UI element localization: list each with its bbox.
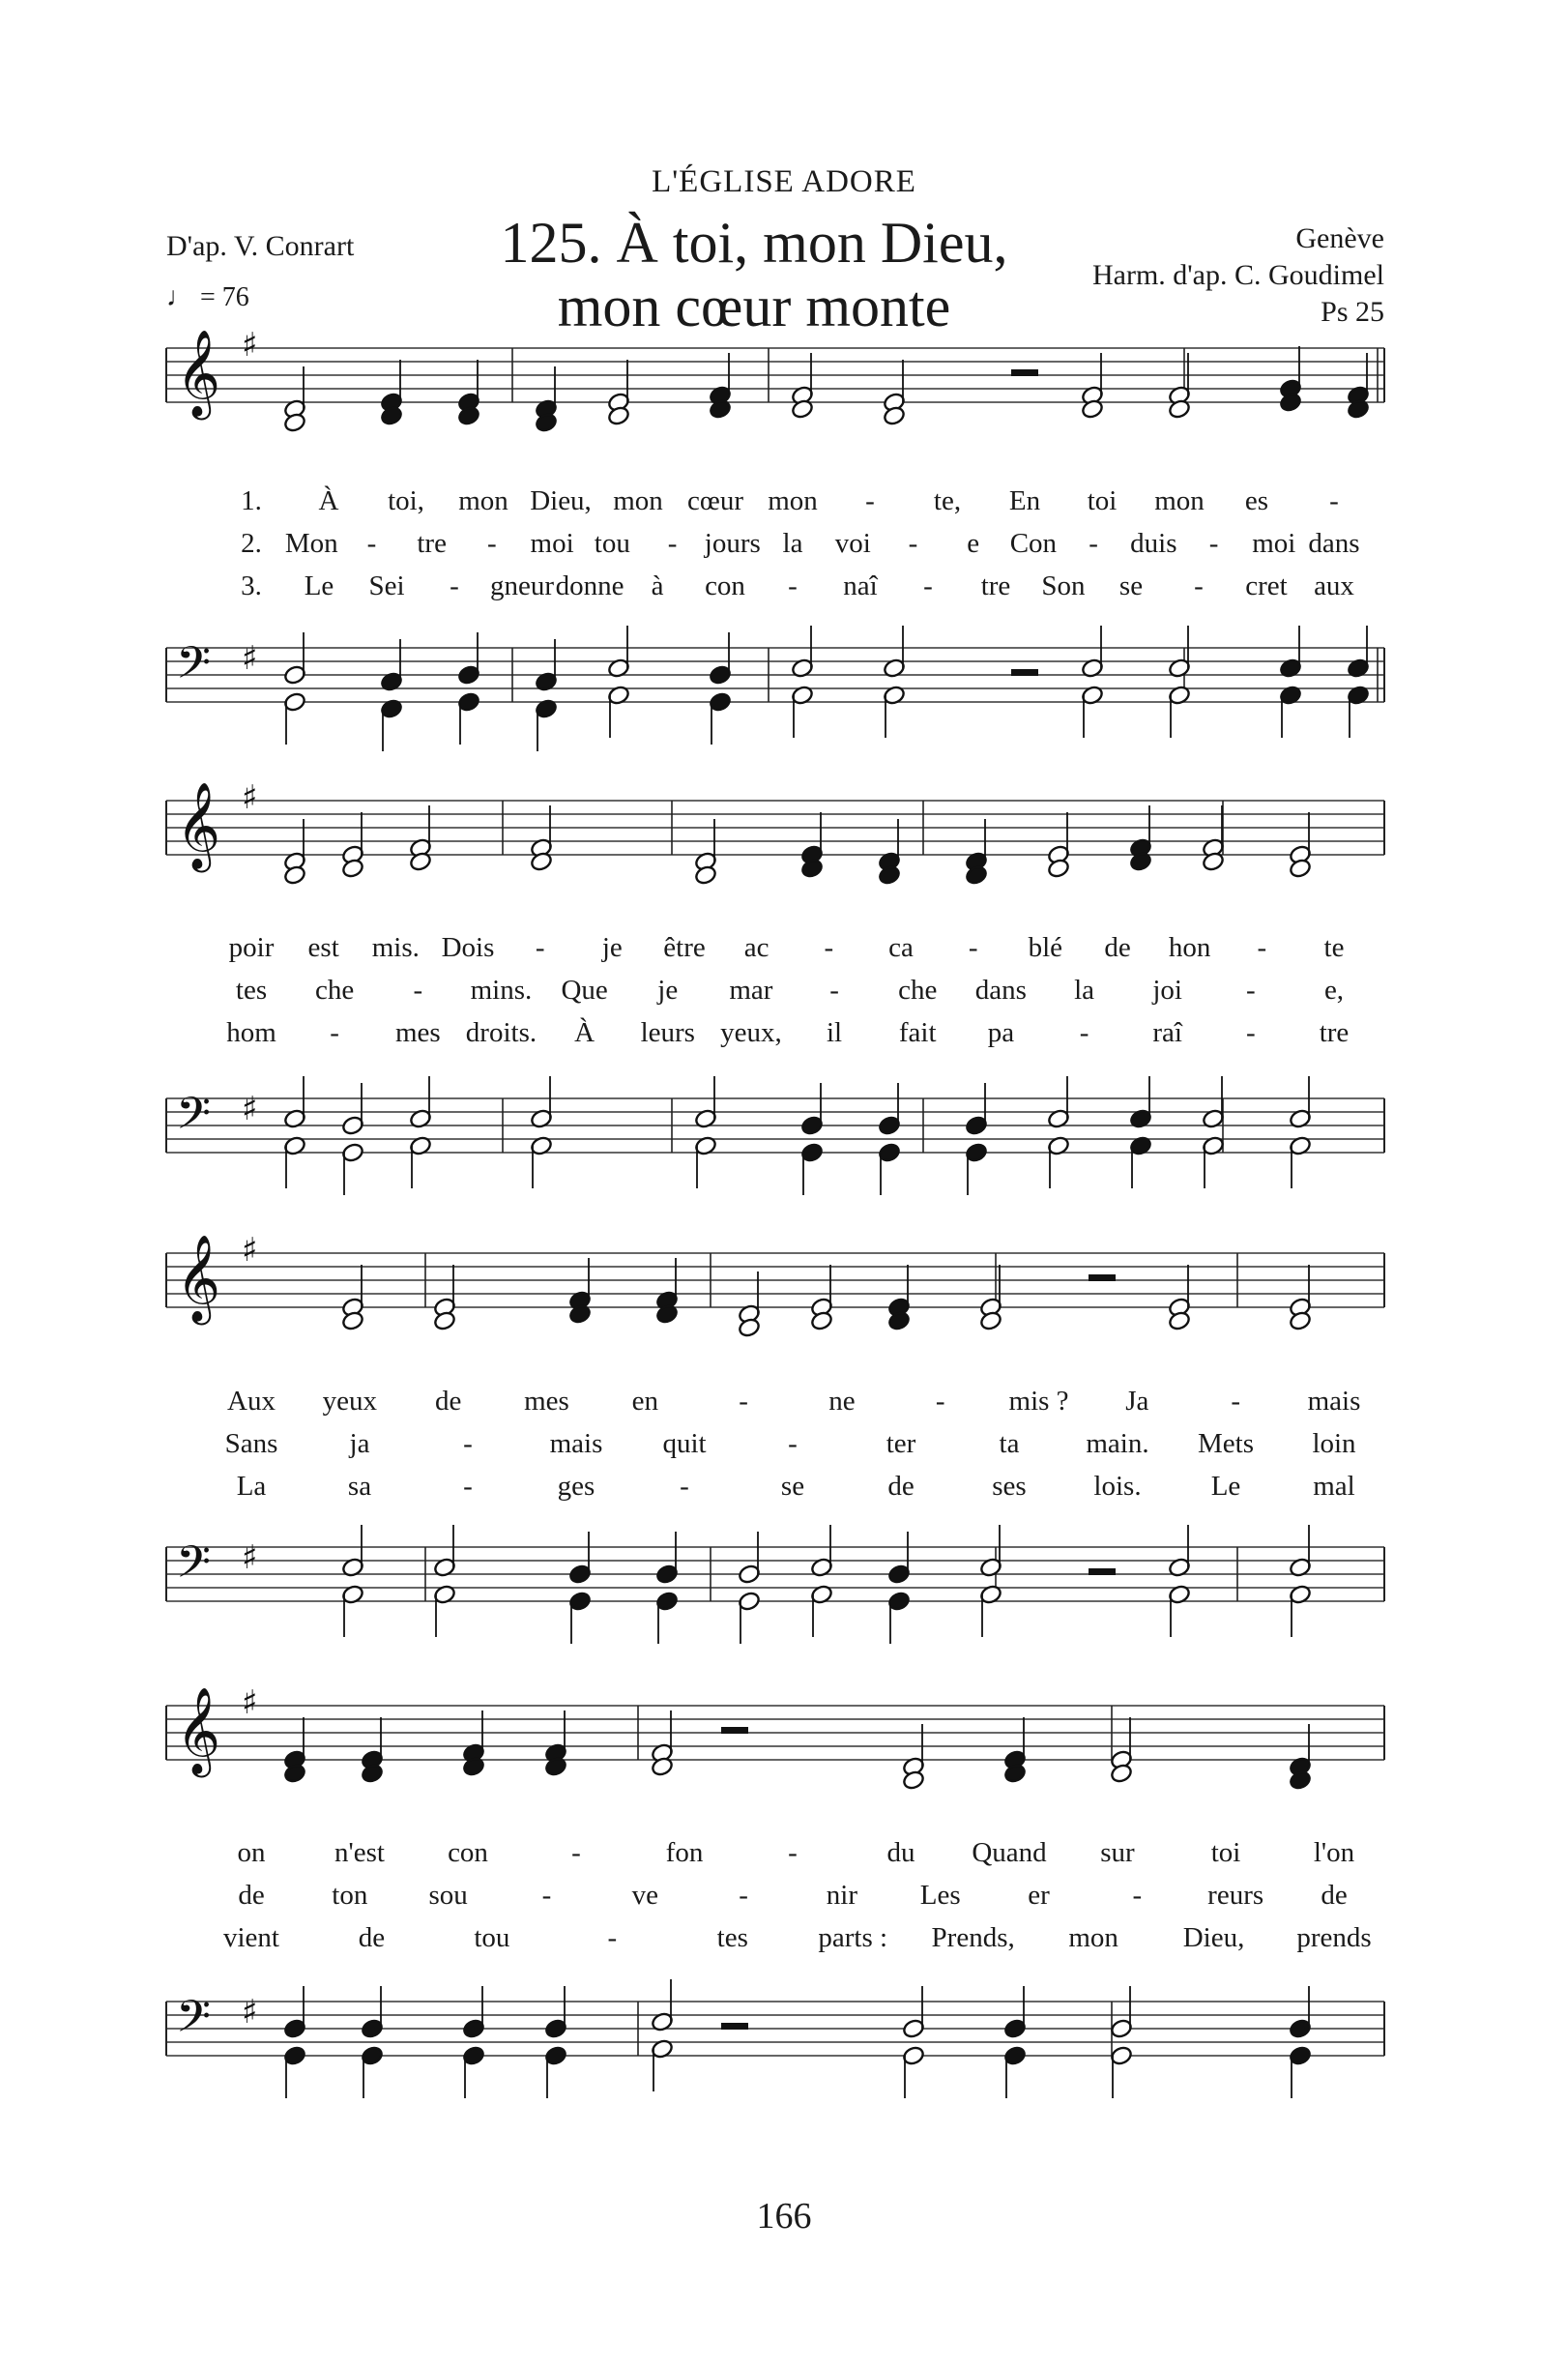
lyric-syllable: raî <box>1152 1017 1182 1048</box>
lyric-syllable: cret <box>1245 570 1288 601</box>
lyric-syllable: se <box>1118 570 1144 601</box>
lyric-syllable: moi <box>530 528 574 559</box>
lyric-syllable: vient <box>223 1922 279 1953</box>
lyric-syllable: dans <box>1308 528 1360 559</box>
lyric-syllable: Mon <box>284 528 338 559</box>
lyric-syllable: mon <box>1154 485 1205 516</box>
lyric-syllable: cœur <box>687 485 743 516</box>
lyric-syllable: tre <box>1319 1017 1350 1048</box>
syllable-hyphen: - <box>824 932 834 963</box>
lyric-syllable: n'est <box>334 1837 385 1868</box>
lyric-syllable: il <box>827 1017 843 1048</box>
lyric-syllable: mes <box>524 1386 569 1417</box>
lyric-syllable: duis <box>1130 528 1177 559</box>
lyric-syllable: l'on <box>1313 1837 1355 1868</box>
treble-rest <box>1011 369 1038 376</box>
lyric-syllable: Aux <box>227 1386 276 1417</box>
lyric-syllable: Les <box>919 1880 961 1911</box>
hymn-title-line-1: 125. À toi, mon Dieu, <box>500 211 1008 275</box>
syllable-hyphen: - <box>788 570 798 601</box>
lyric-syllable: poir <box>228 932 275 963</box>
lyric-syllable: main. <box>1086 1428 1149 1459</box>
bass-rest <box>721 2023 748 2030</box>
syllable-hyphen: - <box>1194 570 1204 601</box>
lyric-syllable: À <box>318 485 339 516</box>
lyric-syllable: donne <box>555 570 624 601</box>
lyric-syllable: sa <box>347 1471 372 1502</box>
lyric-syllable: Le <box>304 570 334 601</box>
section-heading: L'ÉGLISE ADORE <box>652 164 916 199</box>
syllable-hyphen: - <box>1208 528 1219 559</box>
syllable-hyphen: - <box>739 1386 748 1417</box>
lyric-syllable: hon <box>1168 932 1211 963</box>
lyric-syllable: mais <box>549 1428 603 1459</box>
lyric-syllable: de <box>434 1386 462 1417</box>
syllable-hyphen: - <box>450 570 459 601</box>
lyric-syllable: naî <box>843 570 878 601</box>
lyric-syllable: ges <box>557 1471 595 1502</box>
lyric-syllable: Dois <box>441 932 495 963</box>
treble-clef-icon: 𝄞 <box>176 1235 221 1322</box>
lyric-syllable: mon <box>458 485 508 516</box>
syllable-hyphen: - <box>366 528 377 559</box>
lyric-syllable: mal <box>1313 1471 1355 1502</box>
lyric-syllable: Le <box>1210 1471 1241 1502</box>
lyric-syllable: être <box>663 932 706 963</box>
key-signature-sharp: ♯ <box>242 1090 258 1128</box>
key-signature-sharp: ♯ <box>242 639 258 678</box>
lyric-syllable: tes <box>235 975 268 1006</box>
syllable-hyphen: - <box>1231 1386 1241 1417</box>
lyric-syllable: ja <box>349 1428 370 1459</box>
lyric-syllable: leurs <box>640 1017 695 1048</box>
lyric-syllable: sur <box>1100 1837 1135 1868</box>
lyric-syllable: Dieu, <box>1182 1922 1245 1953</box>
lyric-syllable: mon <box>1068 1922 1118 1953</box>
treble-rest <box>721 1727 748 1734</box>
lyric-syllable: lois. <box>1093 1471 1142 1502</box>
lyric-syllable: Son <box>1041 570 1086 601</box>
treble-clef-icon: 𝄞 <box>176 1687 221 1774</box>
key-signature-sharp: ♯ <box>242 1993 258 2032</box>
lyric-syllable: blé <box>1028 932 1063 963</box>
syllable-hyphen: - <box>463 1471 473 1502</box>
lyric-syllable: con <box>448 1837 488 1868</box>
lyric-syllable: je <box>601 932 623 963</box>
lyric-syllable: de <box>238 1880 265 1911</box>
lyric-syllable: dans <box>974 975 1027 1006</box>
key-signature-sharp: ♯ <box>242 1683 258 1722</box>
page-number: 166 <box>756 2196 812 2236</box>
syllable-hyphen: - <box>788 1428 798 1459</box>
treble-clef-icon: 𝄞 <box>176 782 221 869</box>
lyric-syllable: En <box>1008 485 1041 516</box>
syllable-hyphen: - <box>1246 975 1256 1006</box>
lyric-syllable: sou <box>428 1880 468 1911</box>
bass-clef-icon: 𝄢 <box>176 637 212 700</box>
syllable-hyphen: - <box>571 1837 581 1868</box>
lyric-syllable: ve <box>631 1880 658 1911</box>
treble-clef-icon: 𝄞 <box>176 330 221 417</box>
syllable-hyphen: - <box>829 975 839 1006</box>
lyric-syllable: Con <box>1009 528 1058 559</box>
lyric-syllable: Mets <box>1198 1428 1254 1459</box>
lyric-syllable: fon <box>665 1837 704 1868</box>
bass-clef-icon: 𝄢 <box>176 1088 212 1151</box>
lyric-syllable: te, <box>933 485 962 516</box>
lyric-syllable: Que <box>561 975 608 1006</box>
lyric-syllable: Quand <box>972 1837 1047 1868</box>
lyric-syllable: à <box>651 570 664 601</box>
harmony-credit: Harm. d'ap. C. Goudimel <box>1091 259 1384 291</box>
key-signature-sharp: ♯ <box>242 778 258 817</box>
syllable-hyphen: - <box>607 1922 618 1953</box>
lyric-syllable: yeux <box>322 1386 377 1417</box>
syllable-hyphen: - <box>463 1428 473 1459</box>
lyric-syllable: Prends, <box>931 1922 1015 1953</box>
syllable-hyphen: - <box>739 1880 748 1911</box>
lyric-syllable: quit <box>662 1428 707 1459</box>
lyric-syllable: mon <box>613 485 663 516</box>
lyric-syllable: ta <box>999 1428 1020 1459</box>
syllable-hyphen: - <box>968 932 978 963</box>
syllable-hyphen: - <box>413 975 423 1006</box>
lyric-syllable: en <box>631 1386 658 1417</box>
syllable-hyphen: - <box>865 485 875 516</box>
lyric-syllable: yeux, <box>720 1017 782 1048</box>
syllable-hyphen: - <box>487 528 497 559</box>
lyric-syllable: hom <box>226 1017 276 1048</box>
lyric-syllable: tre <box>417 528 447 559</box>
lyric-syllable: Dieu, <box>530 485 592 516</box>
syllable-hyphen: - <box>1246 1017 1256 1048</box>
lyric-syllable: mis. <box>371 932 420 963</box>
lyric-syllable: À <box>574 1017 595 1048</box>
lyric-syllable: jours <box>704 528 761 559</box>
lyric-syllable: de <box>358 1922 386 1953</box>
lyric-syllable: joi <box>1152 975 1182 1006</box>
lyric-syllable: che <box>898 975 938 1006</box>
bass-rest <box>1011 669 1038 676</box>
lyric-syllable: gneur <box>489 570 555 601</box>
syllable-hyphen: - <box>680 1471 689 1502</box>
lyric-syllable: 1. <box>241 485 262 516</box>
lyric-syllable: mes <box>394 1017 441 1048</box>
bass-clef-icon: 𝄢 <box>176 1536 212 1599</box>
lyric-syllable: nir <box>826 1880 858 1911</box>
lyric-syllable: ca <box>888 932 914 963</box>
lyric-syllable: mar <box>729 975 773 1006</box>
lyric-syllable: tou <box>594 528 630 559</box>
lyric-syllable: pa <box>987 1017 1015 1048</box>
lyric-syllable: de <box>1104 932 1131 963</box>
lyric-syllable: e, <box>1323 975 1345 1006</box>
lyric-syllable: ton <box>332 1880 368 1911</box>
lyric-syllable: aux <box>1314 570 1354 601</box>
syllable-hyphen: - <box>330 1017 339 1048</box>
syllable-hyphen: - <box>935 1386 945 1417</box>
lyric-syllable: voi <box>834 528 871 559</box>
syllable-hyphen: - <box>541 1880 552 1911</box>
lyric-syllable: Sans <box>224 1428 278 1459</box>
lyric-syllable: te <box>1323 932 1345 963</box>
lyric-syllable: la <box>782 528 803 559</box>
lyric-syllable: con <box>705 570 745 601</box>
lyric-syllable: mon <box>768 485 818 516</box>
syllable-hyphen: - <box>908 528 918 559</box>
melody-source: Genève <box>1295 222 1384 254</box>
lyric-syllable: moi <box>1252 528 1296 559</box>
syllable-hyphen: - <box>1329 485 1339 516</box>
lyric-syllable: mis ? <box>1008 1386 1069 1417</box>
lyric-syllable: de <box>1321 1880 1348 1911</box>
lyric-syllable: mais <box>1307 1386 1361 1417</box>
lyric-syllable: 2. <box>241 528 262 559</box>
bass-rest <box>1089 1568 1116 1575</box>
lyric-syllable: La <box>236 1471 267 1502</box>
key-signature-sharp: ♯ <box>242 1231 258 1270</box>
syllable-hyphen: - <box>1089 528 1098 559</box>
lyric-syllable: mins. <box>470 975 533 1006</box>
lyric-syllable: tre <box>980 570 1011 601</box>
text-author: D'ap. V. Conrart <box>166 230 355 262</box>
lyric-syllable: on <box>237 1837 266 1868</box>
syllable-hyphen: - <box>1079 1017 1089 1048</box>
lyric-syllable: ne <box>828 1386 856 1417</box>
syllable-hyphen: - <box>535 932 545 963</box>
lyric-syllable: loin <box>1312 1428 1356 1459</box>
lyric-syllable: toi <box>1087 485 1118 516</box>
lyric-syllable: che <box>315 975 355 1006</box>
lyric-syllable: droits. <box>465 1017 537 1048</box>
lyric-syllable: tou <box>474 1922 510 1953</box>
lyric-syllable: ac <box>743 932 769 963</box>
lyric-syllable: parts : <box>818 1922 888 1953</box>
lyric-syllable: fait <box>898 1017 937 1048</box>
lyric-syllable: ses <box>992 1471 1027 1502</box>
lyric-syllable: du <box>886 1837 915 1868</box>
syllable-hyphen: - <box>788 1837 798 1868</box>
lyric-syllable: se <box>780 1471 805 1502</box>
lyric-syllable: toi, <box>388 485 424 516</box>
lyric-syllable: prends <box>1296 1922 1372 1953</box>
lyric-syllable: er <box>1028 1880 1050 1911</box>
lyric-syllable: tes <box>716 1922 748 1953</box>
tempo-marking: ♩ = 76 <box>166 282 249 312</box>
lyric-syllable: la <box>1074 975 1094 1006</box>
lyric-syllable: est <box>307 932 339 963</box>
lyric-syllable: Ja <box>1125 1386 1149 1417</box>
psalm-ref: Ps 25 <box>1321 296 1384 328</box>
lyric-syllable: reurs <box>1207 1880 1264 1911</box>
lyric-syllable: je <box>657 975 679 1006</box>
key-signature-sharp: ♯ <box>242 1538 258 1577</box>
treble-rest <box>1089 1274 1116 1281</box>
lyric-syllable: de <box>887 1471 915 1502</box>
syllable-hyphen: - <box>667 528 678 559</box>
lyric-syllable: ter <box>886 1428 916 1459</box>
syllable-hyphen: - <box>923 570 933 601</box>
key-signature-sharp: ♯ <box>242 326 258 365</box>
hymn-title-line-2: mon cœur monte <box>557 275 951 338</box>
syllable-hyphen: - <box>1257 932 1267 963</box>
syllable-hyphen: - <box>1132 1880 1143 1911</box>
lyric-syllable: e <box>967 528 980 559</box>
lyric-syllable: 3. <box>241 570 262 601</box>
bass-clef-icon: 𝄢 <box>176 1991 212 2054</box>
lyric-syllable: Sei <box>368 570 405 601</box>
lyric-syllable: toi <box>1210 1837 1241 1868</box>
lyric-syllable: es <box>1244 485 1269 516</box>
